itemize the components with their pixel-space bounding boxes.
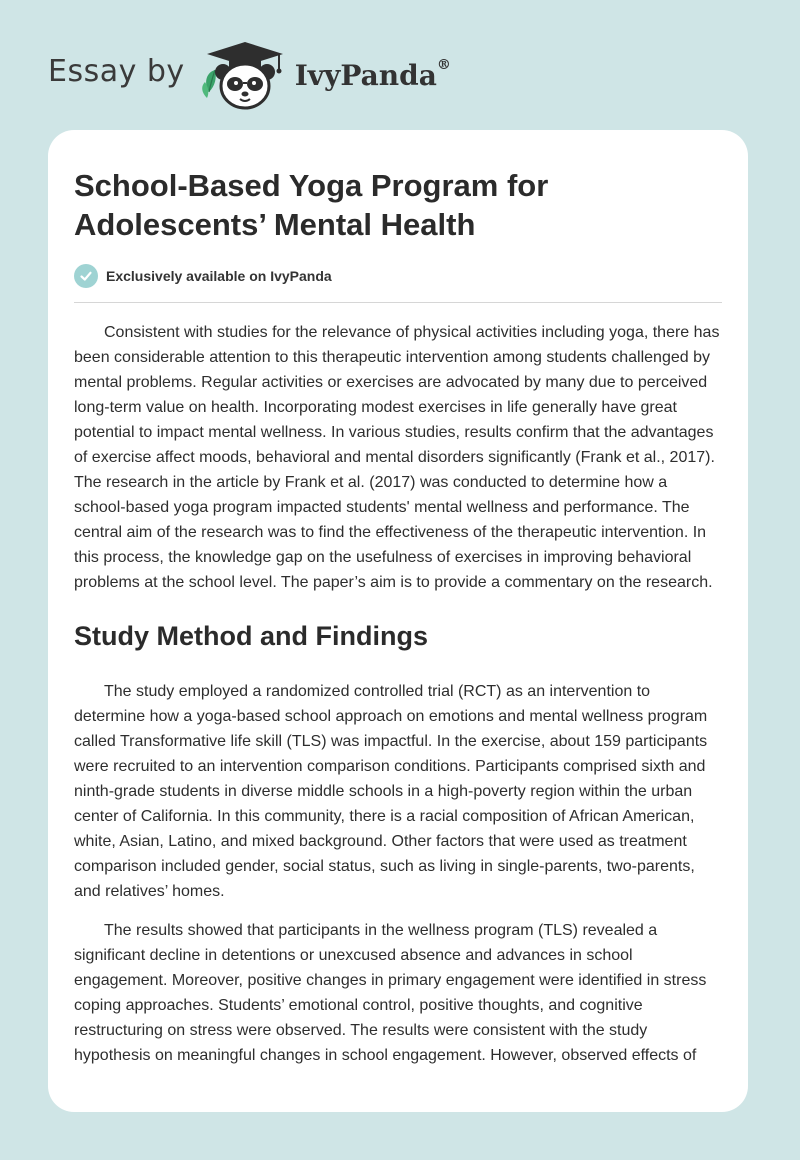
paragraph-method: The study employed a randomized controlled trial (RCT) as an intervention to determine how a yoga-based school approach on emotions and mental wellness program called Transformative life skill (TLS) was impactful. In the exercise, about 159 participants were recruited to an intervention comparison conditions. Participants comprised sixth and ninth-grade students in diverse middle schools in a high-poverty region within the urban center of California. In this community, there is a racial composition of African American, white, Asian, Latino, and mixed background. Other factors that were used as treatment comparison included gender, social status, such as living in single-parents, two-parents, and relatives’ homes.	[74, 683, 708, 900]
paragraph-intro: Consistent with studies for the relevance of physical activities including yoga, there has been considerable attention to this therapeutic intervention among students challenged by mental problems. Regular activities or exercises are advocated by many due to perceived long-term value on health. Incorporating modest exercises in life generally have great potential to impact mental wellness. In various studies, results confirm that the advantages of exercise affect moods, behavioral and mental disorders significantly (Frank et al., 2017). The research in the article by Frank et al. (2017) was conducted to determine how a school-based yoga program impacted students' mental wellness and performance. The central aim of the research was to find the effectiveness of the therapeutic intervention. In this process, the knowledge gap on the usefulness of exercises in improving behavioral problems at the school level. The paper’s aim is to provide a commentary on the research.	[74, 324, 720, 591]
essay-by-label: Essay by	[48, 53, 185, 89]
paragraph-results: The results showed that participants in the wellness program (TLS) revealed a significant decline in detentions or unexcused absence and advances in school engagement. Moreover, positive changes in primary engagement were identified in stress coping approaches. Students’ emotional control, positive thoughts, and cognitive restructuring on stress were observed. The results were consistent with the study hypothesis on meaningful changes in school engagement. However, observed effects of	[74, 922, 707, 1064]
brand-name[interactable]: IvyPanda®	[294, 56, 451, 92]
article-title: School-Based Yoga Program for Adolescents’ Mental Health	[74, 168, 549, 242]
exclusive-badge	[74, 264, 722, 303]
panda-graduate-icon[interactable]	[199, 36, 289, 112]
article-card	[48, 130, 748, 1112]
registered-mark: ®	[436, 56, 451, 73]
section-heading: Study Method and Findings	[74, 621, 428, 651]
exclusive-label: Exclusively available on IvyPanda	[106, 268, 332, 284]
site-header	[48, 34, 451, 114]
checkmark-icon	[74, 264, 98, 288]
